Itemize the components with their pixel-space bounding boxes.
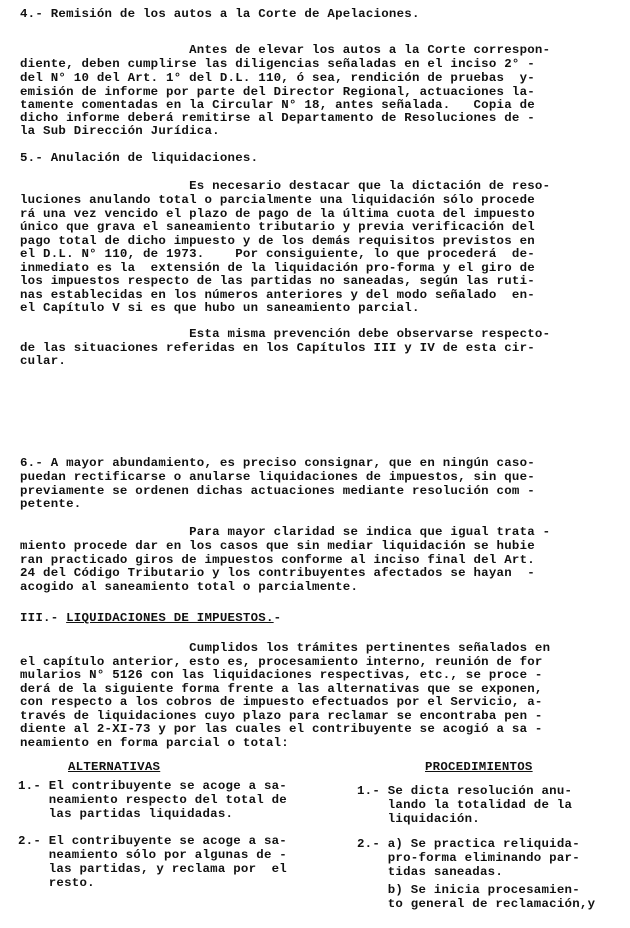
section-iii-line: neamiento en forma parcial o total:	[20, 736, 289, 750]
section-6-line: petente.	[20, 497, 82, 511]
procedure-1-line: lando la totalidad de la	[357, 798, 573, 812]
section-5-line: luciones anulando total o parcialmente una liquidación sólo procede	[20, 193, 535, 207]
procedure-2a-line: pro-forma eliminando par-	[357, 851, 580, 865]
section-5-line: rá una vez vencido el plazo de pago de la última cuota del impuesto	[20, 207, 535, 221]
section-iii-line: mularios N° 5126 con las liquidaciones respectivas, etc., se proce -	[20, 668, 543, 682]
alternative-2-line: 2.- El contribuyente se acoge a sa-	[18, 834, 287, 848]
section-iii-line: derá de la siguiente forma frente a las alternativas que se exponen,	[20, 682, 543, 696]
section-6-line: acogido al saneamiento total o parcialmente.	[20, 580, 359, 594]
alternative-1-line: neamiento respecto del total de	[18, 793, 287, 807]
section-5-line: inmediato es la extensión de la liquidación pro-forma y el giro de	[20, 261, 535, 275]
section-iii-heading	[20, 612, 281, 626]
section-iii-line: con respecto a los cobros de impuesto efectuados por el Servicio, a-	[20, 695, 543, 709]
alternativas-header: ALTERNATIVAS	[68, 760, 161, 774]
section-4-line: Antes de elevar los autos a la Corte correspon-	[20, 43, 551, 57]
section-5-line: el D.L. N° 110, de 1973. Por consiguiente, lo que procederá de-	[20, 247, 535, 261]
section-5-line: único que grava el saneamiento tributario y previa verificación del	[20, 220, 535, 234]
procedure-2a-line: 2.- a) Se practica reliquida-	[357, 837, 580, 851]
section-4-heading: 4.- Remisión de los autos a la Corte de Apelaciones.	[20, 7, 420, 21]
section-iii-line: través de liquidaciones cuyo plazo para reclamar se encontraba pen -	[20, 709, 543, 723]
section-iii-title: LIQUIDACIONES DE IMPUESTOS.	[66, 611, 274, 625]
alternative-1-line: las partidas liquidadas.	[18, 807, 234, 821]
procedimientos-header: PROCEDIMIENTOS	[425, 760, 533, 774]
section-iii-line: diente al 2-XI-73 y por las cuales el contribuyente se acogió a sa -	[20, 722, 543, 736]
procedure-2b-line: to general de reclamación,y	[357, 897, 596, 911]
section-6-line: ran practicado giros de impuestos conforme al inciso final del Art.	[20, 553, 535, 567]
procedure-2b-line: b) Se inicia procesamien-	[357, 883, 580, 897]
section-4-line: dicho informe deberá remitirse al Departamento de Resoluciones de -	[20, 111, 535, 125]
section-4-line: la Sub Dirección Jurídica.	[20, 124, 220, 138]
alternative-2-line: resto.	[18, 876, 95, 890]
section-iii-suffix: -	[273, 611, 282, 625]
section-6-line: 24 del Código Tributario y los contribuyentes afectados se hayan -	[20, 566, 535, 580]
section-6-line: 6.- A mayor abundamiento, es preciso consignar, que en ningún caso-	[20, 456, 535, 470]
procedure-2a-line: tidas saneadas.	[357, 865, 504, 879]
section-4-line: diente, deben cumplirse las diligencias señaladas en el inciso 2° -	[20, 57, 535, 71]
section-5-line: Esta misma prevención debe observarse respecto-	[20, 327, 551, 341]
section-5-line: pago total de dicho impuesto y de los demás requisitos previstos en	[20, 234, 535, 248]
section-6-line: puedan rectificarse o anularse liquidaciones de impuestos, sin que-	[20, 470, 535, 484]
section-5-line: de las situaciones referidas en los Capítulos III y IV de esta cir-	[20, 341, 535, 355]
section-4-line: tamente comentadas en la Circular N° 18, antes señalada. Copia de	[20, 98, 535, 112]
section-5-line: nas establecidas en los números anteriores y del modo señalado en-	[20, 288, 535, 302]
alternative-1-line: 1.- El contribuyente se acoge a sa-	[18, 779, 287, 793]
section-5-line: el Capítulo V si es que hubo un saneamiento parcial.	[20, 301, 420, 315]
section-iii-line: el capítulo anterior, esto es, procesamiento interno, reunión de for	[20, 655, 543, 669]
section-iii-line: Cumplidos los trámites pertinentes señalados en	[20, 641, 551, 655]
section-6-line: previamente se ordenen dichas actuaciones mediante resolución com -	[20, 484, 535, 498]
procedure-1-line: liquidación.	[357, 812, 480, 826]
section-5-heading: 5.- Anulación de liquidaciones.	[20, 151, 259, 165]
procedure-1-line: 1.- Se dicta resolución anu-	[357, 784, 573, 798]
section-5-line: Es necesario destacar que la dictación de reso-	[20, 179, 551, 193]
section-6-line: miento procede dar en los casos que sin mediar liquidación se hubie	[20, 539, 535, 553]
section-5-line: cular.	[20, 354, 67, 368]
section-4-line: emisión de informe por parte del Director Regional, actuaciones la-	[20, 85, 535, 99]
section-5-line: los impuestos respecto de las partidas no saneadas, según las ruti-	[20, 274, 535, 288]
section-6-line: Para mayor claridad se indica que igual trata -	[20, 525, 551, 539]
section-iii-prefix: III.-	[20, 611, 67, 625]
alternative-2-line: las partidas, y reclama por el	[18, 862, 287, 876]
section-4-line: del N° 10 del Art. 1° del D.L. 110, ó sea, rendición de pruebas y-	[20, 71, 535, 85]
alternative-2-line: neamiento sólo por algunas de -	[18, 848, 287, 862]
